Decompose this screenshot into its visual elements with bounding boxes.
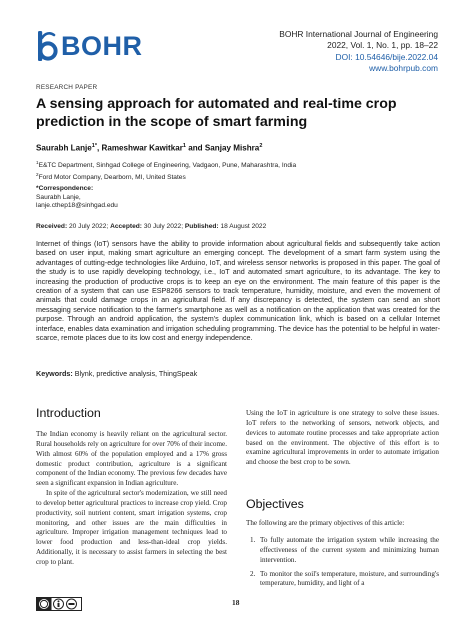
paragraph: Using the IoT in agriculture is one strategy to solve these issues. IoT refers to the networking of sensors, network objects, and devices to automate routine processes and take appropriate action based on the environment. The objective of this effort is to examine agricultural improvements in order to automate irrigation and choose the best crop to be sown.	[246, 409, 439, 467]
publisher-logo[interactable]	[36, 29, 143, 63]
objectives-list	[246, 536, 439, 593]
paragraph: In spite of the agricultural sector's modernization, we still need to develop better agricultural practices to increase crop yield. Crop productivity, soil nutrient content, smart irrigation systems, crop monitoring, and other issues are the main difficulties in agriculture. Improper irrigation management techniques lead to lower food production and less-than-ideal crop yields. Additionally, it is necessary to assist farmers in selecting the best crop to plant.	[36, 489, 227, 566]
keywords	[36, 369, 197, 378]
author-separator: ,	[96, 143, 102, 153]
received-label: Received:	[36, 223, 68, 230]
affiliation-text: E&TC Department, Sinhgad College of Engineering, Vadgaon, Pune, Maharashtra, India	[38, 162, 297, 170]
paper-title: A sensing approach for automated and real-time crop prediction in the scope of smart farming	[36, 96, 397, 130]
objectives-heading: Objectives	[246, 497, 304, 511]
cc-license-badge[interactable]	[36, 597, 82, 611]
paragraph: The Indian economy is heavily reliant on the agricultural sector. Rural households rely on agriculture for over 70% of their income. With almost 60% of the population employed and a 17% gross domestic product contribution, agriculture is a significant component of the Indian economy. The previous few decades have seen a significant expansion in Indian agriculture.	[36, 430, 227, 488]
website-link[interactable]: www.bohrpub.com	[369, 63, 438, 74]
correspondence-label: *Correspondence:	[36, 185, 94, 192]
affiliation-text: Ford Motor Company, Dearborn, MI, United States	[38, 173, 186, 181]
author-sup: 2	[259, 143, 263, 149]
correspondence-name: Saurabh Lanje,	[36, 193, 81, 201]
list-item	[246, 570, 439, 590]
author-separator: and	[185, 143, 205, 153]
publication-dates	[36, 223, 266, 230]
accepted-label: Accepted:	[110, 223, 142, 230]
affiliations	[36, 159, 296, 183]
author-sup: 1	[182, 143, 186, 149]
affiliation-item	[36, 171, 296, 183]
received-date: 20 July 2022;	[69, 223, 109, 230]
list-item	[246, 536, 439, 566]
author-name: Sanjay Mishra	[204, 143, 260, 153]
affiliation-number: 2	[36, 171, 39, 177]
affiliation-item	[36, 159, 296, 171]
paper-type: RESEARCH PAPER	[36, 84, 98, 91]
introduction-heading: Introduction	[36, 406, 101, 420]
objectives-intro: The following are the primary objectives of this article:	[246, 519, 405, 527]
journal-info	[279, 29, 438, 75]
journal-issue: 2022, Vol. 1, No. 1, pp. 18–22	[327, 40, 438, 51]
introduction-continued	[246, 409, 439, 468]
author-name: Saurabh Lanje	[36, 143, 92, 153]
introduction-body	[36, 430, 227, 568]
journal-name: BOHR International Journal of Engineering	[279, 29, 438, 39]
accepted-date: 30 July 2022;	[143, 223, 184, 230]
author-name: Rameshwar Kawitkar	[101, 143, 183, 153]
creative-commons-icon	[36, 597, 82, 611]
author-list	[36, 143, 262, 153]
list-text: To fully automate the irrigation system while increasing the effectiveness of the current system and minimizing human intervention.	[260, 536, 439, 564]
doi-link[interactable]: DOI: 10.54646/bije.2022.04	[335, 51, 438, 62]
list-number: 2.	[250, 569, 256, 578]
keywords-label: Keywords:	[36, 369, 73, 378]
list-text: To monitor the soil's temperature, moisture, and surrounding's temperature, humidity, and light of a	[260, 569, 439, 588]
keywords-text: Blynk, predictive analysis, ThingSpeak	[74, 369, 198, 378]
affiliation-number: 1	[36, 160, 39, 165]
abstract: Internet of things (IoT) sensors have the ability to provide information about agricultural fields and subsequently take action based on user input, making smart agriculture an emerging concept. The development of a smart farm system using the advantages of cutting-edge technologies like Arduino, IoT, and wireless sensor networks is proposed in this paper. The goal of the study is to use rapidly developing technology, i.e., IoT and automated smart agriculture, to its advantage. The key to increasing the production of productive crops is to keep an eye on the environment. The main feature of this paper is the creation of a system that can use ESP8266 sensors to track temperature, humidity, moisture, and even the movement of animals that could damage crops in an agricultural field. If any discrepancy is detected, the system can send an short messaging service notification to the farmer's smartphone as well as a notification on the application that was created for the purpose. Through an android application, the system's duplex communication link, which is based on a cellular Internet interface, enables data examination and irrigation scheduling programming. The device has the potential to be helpful in water-scarce, remote places due to its low cost and energy independence.	[36, 239, 440, 343]
author-sup: 1*	[91, 143, 97, 149]
published-label: Published:	[184, 223, 219, 230]
logo-text: BOHR	[61, 30, 143, 61]
list-number: 1.	[250, 536, 256, 544]
page-number: 18	[232, 598, 240, 607]
published-date: 18 August 2022	[220, 223, 267, 230]
correspondence-email[interactable]: lanje.cthep18@sinhgad.edu	[36, 202, 118, 210]
correspondence	[36, 185, 118, 211]
bohr-logo-icon	[36, 29, 58, 63]
